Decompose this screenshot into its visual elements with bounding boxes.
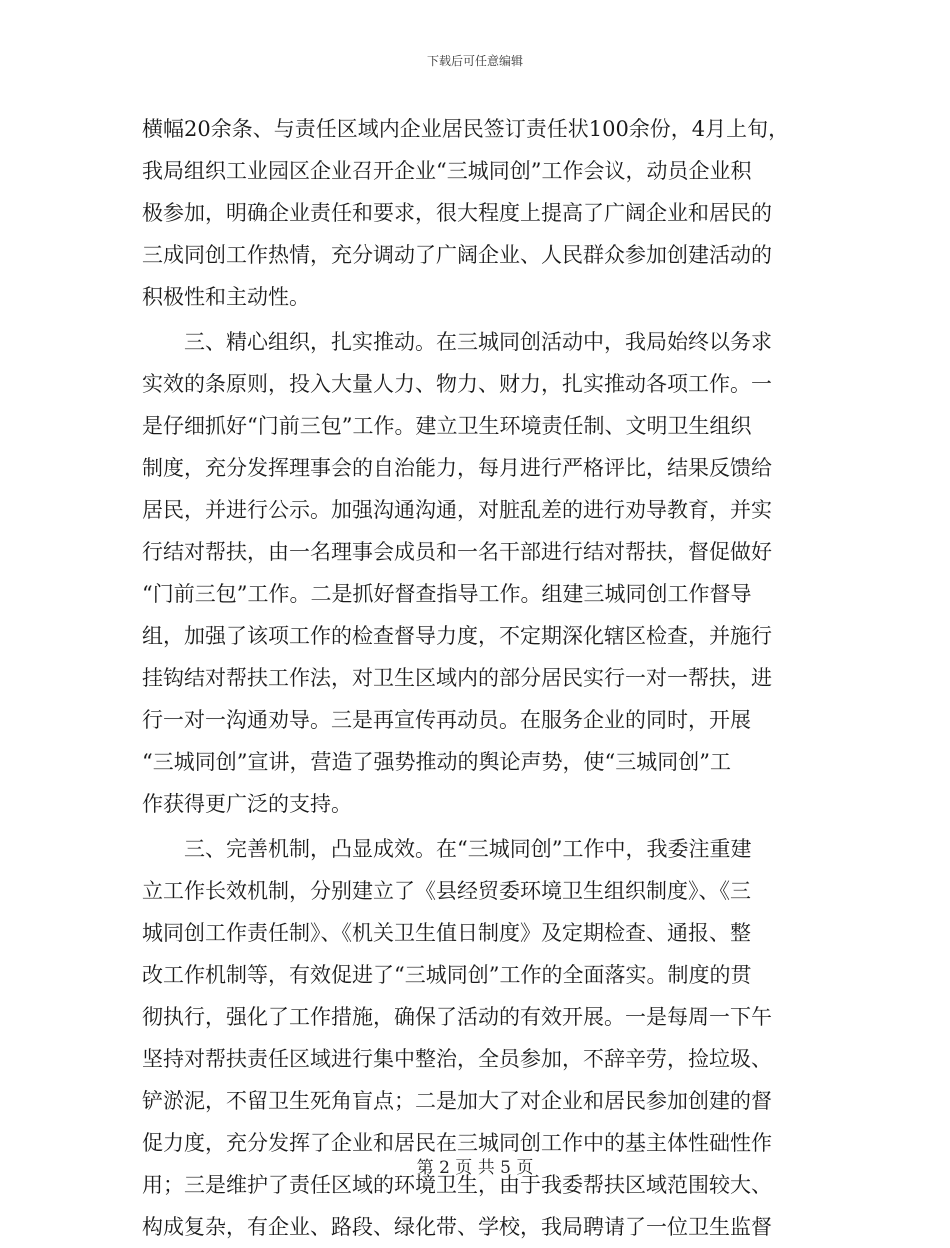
- text-line: 三、精心组织，扎实推动。在三城同创活动中，我局始终以务求: [142, 330, 772, 354]
- paragraph-3: [142, 828, 810, 1248]
- text-line: 横幅20余条、与责任区域内企业居民签订责任状100余份，4月上旬，: [142, 117, 790, 141]
- text-line: 城同创工作责任制》、《机关卫生值日制度》及定期检查、通报、整: [142, 921, 751, 945]
- text-line: 三成同创工作热情，充分调动了广阔企业、人民群众参加创建活动的: [142, 243, 772, 267]
- page-number-footer: 第 2 页 共 5 页: [416, 1158, 534, 1178]
- text-line: 用；三是维护了责任区域的环境卫生，由于我委帮扶区域范围较大、: [142, 1173, 772, 1197]
- text-line: 三、完善机制，凸显成效。在“三城同创”工作中，我委注重建: [142, 837, 752, 861]
- text-line: 立工作长效机制，分别建立了《县经贸委环境卫生组织制度》、《三: [142, 879, 751, 903]
- text-line: 制度，充分发挥理事会的自治能力，每月进行严格评比，结果反馈给: [142, 456, 772, 480]
- text-line: 坚持对帮扶责任区域进行集中整治，全员参加，不辞辛劳，捡垃圾、: [142, 1047, 772, 1071]
- text-line: 彻执行，强化了工作措施，确保了活动的有效开展。一是每周一下午: [142, 1005, 772, 1029]
- text-line: “门前三包”工作。二是抓好督查指导工作。组建三城同创工作督导: [142, 582, 752, 606]
- text-line: 实效的条原则，投入大量人力、物力、财力，扎实推动各项工作。一: [142, 372, 772, 396]
- document-body: [142, 108, 810, 1248]
- paragraph-2: [142, 321, 810, 825]
- text-line: 极参加，明确企业责任和要求，很大程度上提高了广阔企业和居民的: [142, 201, 772, 225]
- text-line: “三城同创”宣讲，营造了强势推动的舆论声势，使“三城同创”工: [142, 750, 731, 774]
- paragraph-1: [142, 108, 810, 318]
- text-line: 作获得更广泛的支持。: [142, 792, 352, 816]
- text-line: 行一对一沟通劝导。三是再宣传再动员。在服务企业的同时，开展: [142, 708, 751, 732]
- text-line: 挂钩结对帮扶工作法，对卫生区域内的部分居民实行一对一帮扶，进: [142, 666, 772, 690]
- page-header-note: 下载后可任意编辑: [426, 54, 523, 68]
- text-line: 促力度，充分发挥了企业和居民在三城同创工作中的基主体性础性作: [142, 1131, 772, 1155]
- text-line: 改工作机制等，有效促进了“三城同创”工作的全面落实。制度的贯: [142, 963, 752, 987]
- text-line: 组，加强了该项工作的检查督导力度，不定期深化辖区检查，并施行: [142, 624, 772, 648]
- text-line: 铲淤泥，不留卫生死角盲点；二是加大了对企业和居民参加创建的督: [142, 1089, 772, 1113]
- text-line: 构成复杂，有企业、路段、绿化带、学校，我局聘请了一位卫生监督: [142, 1215, 772, 1239]
- text-line: 是仔细抓好“门前三包”工作。建立卫生环境责任制、文明卫生组织: [142, 414, 752, 438]
- text-line: 行结对帮扶，由一名理事会成员和一名干部进行结对帮扶，督促做好: [142, 540, 772, 564]
- text-line: 居民，并进行公示。加强沟通沟通，对脏乱差的进行劝导教育，并实: [142, 498, 772, 522]
- text-line: 积极性和主动性。: [142, 285, 310, 309]
- text-line: 我局组织工业园区企业召开企业“三城同创”工作会议，动员企业积: [142, 159, 752, 183]
